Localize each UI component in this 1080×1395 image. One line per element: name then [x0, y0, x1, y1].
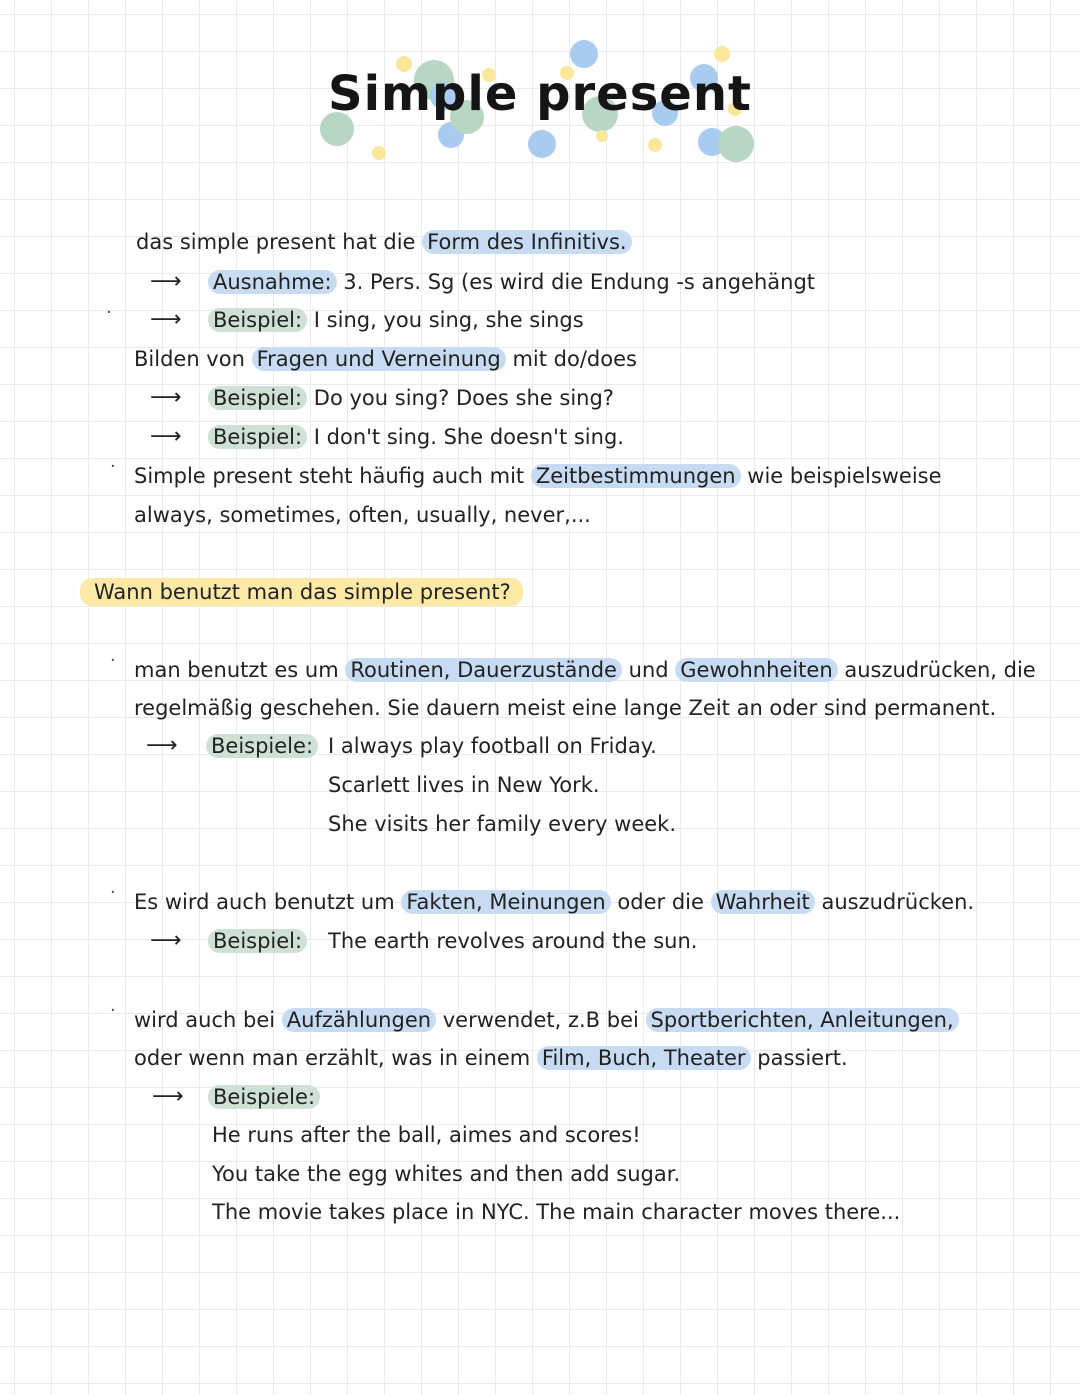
section-text: Es wird auch benutzt um [134, 890, 395, 914]
question-heading [80, 578, 523, 606]
highlight-film-buch-theater: Film, Buch, Theater [537, 1046, 751, 1070]
intro-line-7 [134, 462, 942, 490]
intro-text: 3. Pers. Sg (es wird die Endung -s angehängt [343, 270, 816, 294]
section3-example-1: He runs after the ball, aimes and scores! [212, 1123, 641, 1147]
section3-example-label [208, 1083, 320, 1111]
dot-green [718, 126, 754, 162]
highlight-aufzaehlungen: Aufzählungen [282, 1008, 436, 1032]
section-text: wird auch bei [134, 1008, 276, 1032]
section3-line-1 [134, 1006, 959, 1034]
dot-yellow [372, 146, 386, 160]
highlight-fragen-verneinung: Fragen und Verneinung [252, 347, 506, 371]
highlight-beispiel: Beispiel: [208, 929, 307, 953]
bullet-dot-icon: · [110, 650, 116, 671]
arrow-right-icon: ⟶ [152, 1084, 184, 1109]
intro-line-2 [208, 268, 815, 296]
highlight-beispiele: Beispiele: [206, 734, 318, 758]
dot-yellow [596, 130, 608, 142]
intro-line-3 [208, 306, 584, 334]
intro-line-1 [136, 228, 632, 256]
section3-example-2: You take the egg whites and then add sugar. [212, 1162, 681, 1186]
dot-yellow [714, 46, 730, 62]
intro-text: Do you sing? Does she sing? [313, 386, 614, 410]
bullet-dot-icon: · [110, 456, 116, 477]
dot-yellow [648, 138, 662, 152]
intro-text: wie beispielsweise [747, 464, 942, 488]
section-text: auszudrücken, die [844, 658, 1036, 682]
intro-text: Simple present steht häufig auch mit [134, 464, 525, 488]
highlight-zeitbestimmungen: Zeitbestimmungen [531, 464, 741, 488]
arrow-right-icon: ⟶ [150, 269, 182, 294]
intro-text: Bilden von [134, 347, 245, 371]
intro-text: das simple present hat die [136, 230, 416, 254]
bullet-dot-icon: · [110, 882, 116, 903]
intro-text: I don't sing. She doesn't sing. [313, 425, 624, 449]
highlight-ausnahme: Ausnahme: [208, 270, 337, 294]
highlight-routinen: Routinen, Dauerzustände [345, 658, 622, 682]
section-text: auszudrücken. [821, 890, 975, 914]
highlight-beispiel: Beispiel: [208, 386, 307, 410]
intro-line-6 [208, 423, 624, 451]
section3-example-3: The movie takes place in NYC. The main character moves there... [212, 1200, 901, 1224]
dot-blue [570, 40, 598, 68]
arrow-right-icon: ⟶ [150, 928, 182, 953]
highlight-form-infinitiv: Form des Infinitivs. [422, 230, 631, 254]
section1-line-1 [134, 656, 1036, 684]
section2-example-label [208, 927, 307, 955]
section-text: passiert. [757, 1046, 848, 1070]
section1-example-1: I always play football on Friday. [328, 734, 657, 758]
bullet-dot-icon: · [106, 302, 112, 323]
section-text: man benutzt es um [134, 658, 339, 682]
section2-example-1: The earth revolves around the sun. [328, 929, 698, 953]
intro-text: mit do/does [512, 347, 637, 371]
section1-example-label [206, 732, 318, 760]
highlight-beispiele: Beispiele: [208, 1085, 320, 1109]
intro-text: I sing, you sing, she sings [313, 308, 584, 332]
section-text: oder die [617, 890, 704, 914]
section3-line-2 [134, 1044, 848, 1072]
section-text: oder wenn man erzählt, was in einem [134, 1046, 531, 1070]
highlight-fakten: Fakten, Meinungen [401, 890, 610, 914]
dot-blue [528, 130, 556, 158]
intro-line-8: always, sometimes, often, usually, never,... [134, 503, 591, 527]
highlight-sportberichten: Sportberichten, Anleitungen, [646, 1008, 959, 1032]
section-text: und [628, 658, 669, 682]
bullet-dot-icon: · [110, 1000, 116, 1021]
arrow-right-icon: ⟶ [146, 733, 178, 758]
highlight-question: Wann benutzt man das simple present? [80, 578, 523, 606]
highlight-gewohnheiten: Gewohnheiten [675, 658, 837, 682]
highlight-wahrheit: Wahrheit [711, 890, 815, 914]
intro-line-5 [208, 384, 614, 412]
intro-line-4 [134, 345, 637, 373]
arrow-right-icon: ⟶ [150, 385, 182, 410]
section1-example-2: Scarlett lives in New York. [328, 773, 600, 797]
section1-line-2: regelmäßig geschehen. Sie dauern meist eine lange Zeit an oder sind permanent. [134, 696, 997, 720]
arrow-right-icon: ⟶ [150, 424, 182, 449]
arrow-right-icon: ⟶ [150, 307, 182, 332]
section2-line-1 [134, 888, 974, 916]
highlight-beispiel: Beispiel: [208, 425, 307, 449]
page-title: Simple present [328, 66, 752, 122]
section1-example-3: She visits her family every week. [328, 812, 677, 836]
highlight-beispiel: Beispiel: [208, 308, 307, 332]
section-text: verwendet, z.B bei [442, 1008, 639, 1032]
